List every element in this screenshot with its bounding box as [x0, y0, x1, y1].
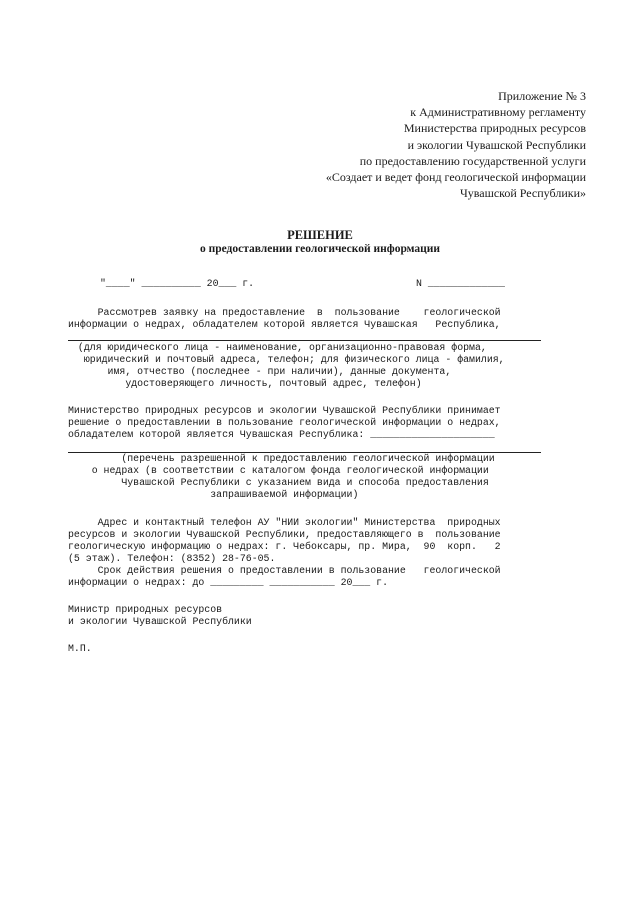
stamp-place-label: М.П.: [68, 643, 92, 654]
appendix-block: [326, 88, 586, 201]
document-subtitle: о предоставлении геологической информации: [199, 243, 441, 255]
appendix-line: «Создает и ведет фонд геологической информации: [325, 170, 586, 185]
paragraph-1-line: Рассмотрев заявку на предоставление в пользование геологической: [68, 307, 501, 318]
paragraph-2-line: обладателем которой является Чувашская Республика: _____________________: [68, 429, 495, 440]
paragraph-3-line: геологическую информацию о недрах: г. Чебоксары, пр. Мира, 90 корп. 2: [68, 541, 501, 552]
information-note-line: о недрах (в соответствии с каталогом фонда геологической информации: [68, 465, 489, 476]
applicant-note-line: юридический и почтовый адреса, телефон; для физического лица - фамилия,: [72, 354, 505, 365]
appendix-line: Приложение № 3: [498, 89, 586, 103]
information-note-line: Чувашской Республики с указанием вида и способа предоставления: [68, 477, 489, 488]
paragraph-3-line: Адрес и контактный телефон АУ "НИИ экологии" Министерства природных: [68, 517, 501, 528]
paragraph-2-line: Министерство природных ресурсов и экологии Чувашской Республики принимает: [68, 405, 501, 416]
paragraph-1-line: информации о недрах, обладателем которой является Чувашская Республика,: [68, 319, 501, 330]
applicant-fill-line: [68, 340, 541, 341]
date-field: "____" __________ 20___ г.: [100, 278, 255, 289]
appendix-line: по предоставлению государственной услуги: [359, 153, 586, 168]
paragraph-3-line: ресурсов и экологии Чувашской Республики, предоставляющего в пользование: [68, 529, 501, 540]
information-note-line: запрашиваемой информации): [68, 489, 359, 500]
document-title: РЕШЕНИЕ: [287, 228, 353, 242]
information-note-line: (перечень разрешенной к предоставлению геологической информации: [68, 453, 495, 464]
signature-line: и экологии Чувашской Республики: [68, 616, 252, 627]
appendix-line: Министерства природных ресурсов: [403, 121, 586, 136]
applicant-note-line: удостоверяющего личность, почтовый адрес, телефон): [72, 378, 422, 389]
paragraph-2-line: решение о предоставлении в пользование геологической информации о недрах,: [68, 417, 501, 428]
applicant-note-line: имя, отчество (последнее - при наличии), данные документа,: [72, 366, 452, 377]
paragraph-3-line: Срок действия решения о предоставлении в пользование геологической: [68, 565, 501, 576]
paragraph-3-line: информации о недрах: до _________ ___________ 20___ г.: [68, 577, 389, 588]
paragraph-3-line: (5 этаж). Телефон: (8352) 28-76-05.: [68, 553, 276, 564]
appendix-line: Чувашской Республики»: [459, 186, 586, 201]
appendix-line: к Административному регламенту: [410, 105, 586, 120]
decision-number-field: N _____________: [416, 278, 505, 289]
signature-line: Министр природных ресурсов: [68, 604, 223, 615]
applicant-note-line: (для юридического лица - наименование, организационно-правовая форма,: [72, 342, 487, 353]
appendix-line: и экологии Чувашской Республики: [407, 137, 586, 152]
